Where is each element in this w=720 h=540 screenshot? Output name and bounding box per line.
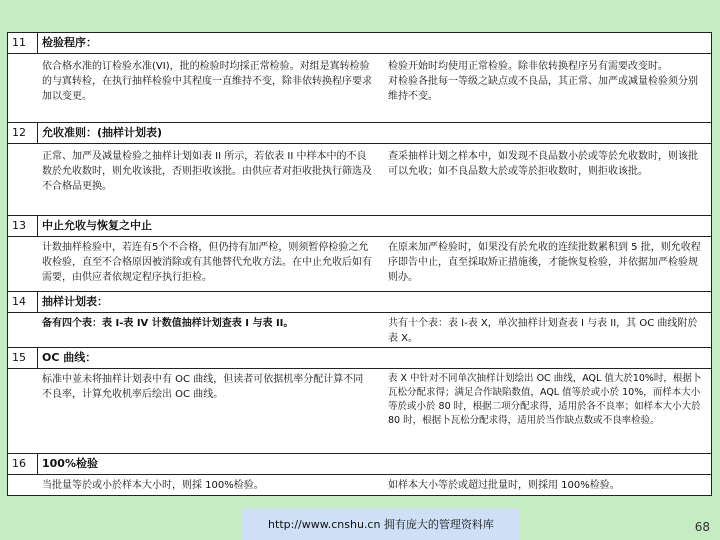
section-title: 允收准则：(抽样计划表) <box>42 126 163 139</box>
right-column-text: 检验开始时均使用正常检验。除非依转换程序另有需要改变时。 对检验各批每一等级之缺点或不良品，其正常、加严或减量检验须分别维持不变。 <box>388 61 698 102</box>
section-header <box>8 348 711 369</box>
document-table <box>7 32 712 496</box>
section-15 <box>8 347 711 453</box>
section-title: OC 曲线： <box>42 351 97 364</box>
section-title: 抽样计划表： <box>42 295 108 308</box>
section-number: 13 <box>8 216 38 236</box>
section-number: 15 <box>8 348 38 368</box>
section-number: 11 <box>8 33 38 53</box>
section-number: 14 <box>8 292 38 312</box>
left-column-text: 正常、加严及减量检验之抽样计划如表 II 所示，若依表 II 中样本中的不良数於允收数时，则允收该批，否则拒收该批。由供应者对拒收批执行筛选及不合格品更换。 <box>42 151 372 192</box>
section-header <box>8 123 711 144</box>
section-11 <box>8 33 711 122</box>
section-number: 16 <box>8 454 38 474</box>
section-header <box>8 292 711 313</box>
footer-link[interactable]: http://www.cnshu.cn 拥有庞大的管理资料库 <box>242 509 520 540</box>
section-13 <box>8 215 711 291</box>
right-column-text: 查采抽样计划之样本中，如发现不良品数小於或等於允收数时，则该批可以允收；如不良品数大於或等於拒收数时，则拒收该批。 <box>388 151 698 177</box>
right-column-text: 共有十个表：表 I-表 X，单次抽样计划查表 I 与表 II，其 OC 曲线附於表 X。 <box>388 318 698 344</box>
section-header <box>8 454 711 475</box>
section-14 <box>8 291 711 347</box>
right-column-text: 表 X 中针对不同单次抽样计划绘出 OC 曲线，AQL 值大於10%时，根据卜瓦松分配求得；满足合作缺陷数值，AQL 值等於或小於 10%，而样本大小等於或小於 80 时，根据二项分配求得，适用於各不良率；如样本大小大於 80 时，根据卜瓦松分配求得，适用於当作缺点数或不良率检验。 <box>388 373 702 426</box>
left-column-text: 依合格水准的订检验水准(VI)，批的检验时均採正常检验。对组是寘转检验的与寘转检，在执行抽样检验中其程度一直维持不变，除非依转换程序要求加以变更。 <box>42 61 372 102</box>
section-title: 100%检验 <box>42 457 98 470</box>
section-16 <box>8 453 711 497</box>
right-column-text: 在原来加严检验时，如果没有於允收的连续批数累积到 5 批，则允收程序即告中止，直至採取矫正措施後，才能恢复检验，并依据加严检验规则办。 <box>388 242 701 283</box>
left-column-text: 计数抽样检验中，若连有5个不合格，但仍持有加严检，则须暂停检验之允收检验，直至不合格原因被消除或有其他替代允收方法。在中止允收后如有需要，由供应者依规定程序执行拒检。 <box>42 242 372 283</box>
right-column-text: 如样本大小等於或超过批量时，则採用 100%检验。 <box>388 480 620 491</box>
section-number: 12 <box>8 123 38 143</box>
section-title: 中止允收与恢复之中止 <box>42 219 152 232</box>
left-column-text: 备有四个表：表 I-表 IV 计数值抽样计划查表 I 与表 II。 <box>42 318 294 329</box>
left-column-text: 标准中並未将抽样计划表中有 OC 曲线，但读者可依据机率分配计算不同不良率，计算允收机率后绘出 OC 曲线。 <box>42 374 364 400</box>
left-column-text: 当批量等於或小於样本大小时，则採 100%检验。 <box>42 480 264 491</box>
section-title: 检验程序： <box>42 36 97 49</box>
section-header <box>8 33 711 54</box>
section-12 <box>8 122 711 215</box>
page-number: 68 <box>694 520 710 534</box>
section-header <box>8 216 711 237</box>
